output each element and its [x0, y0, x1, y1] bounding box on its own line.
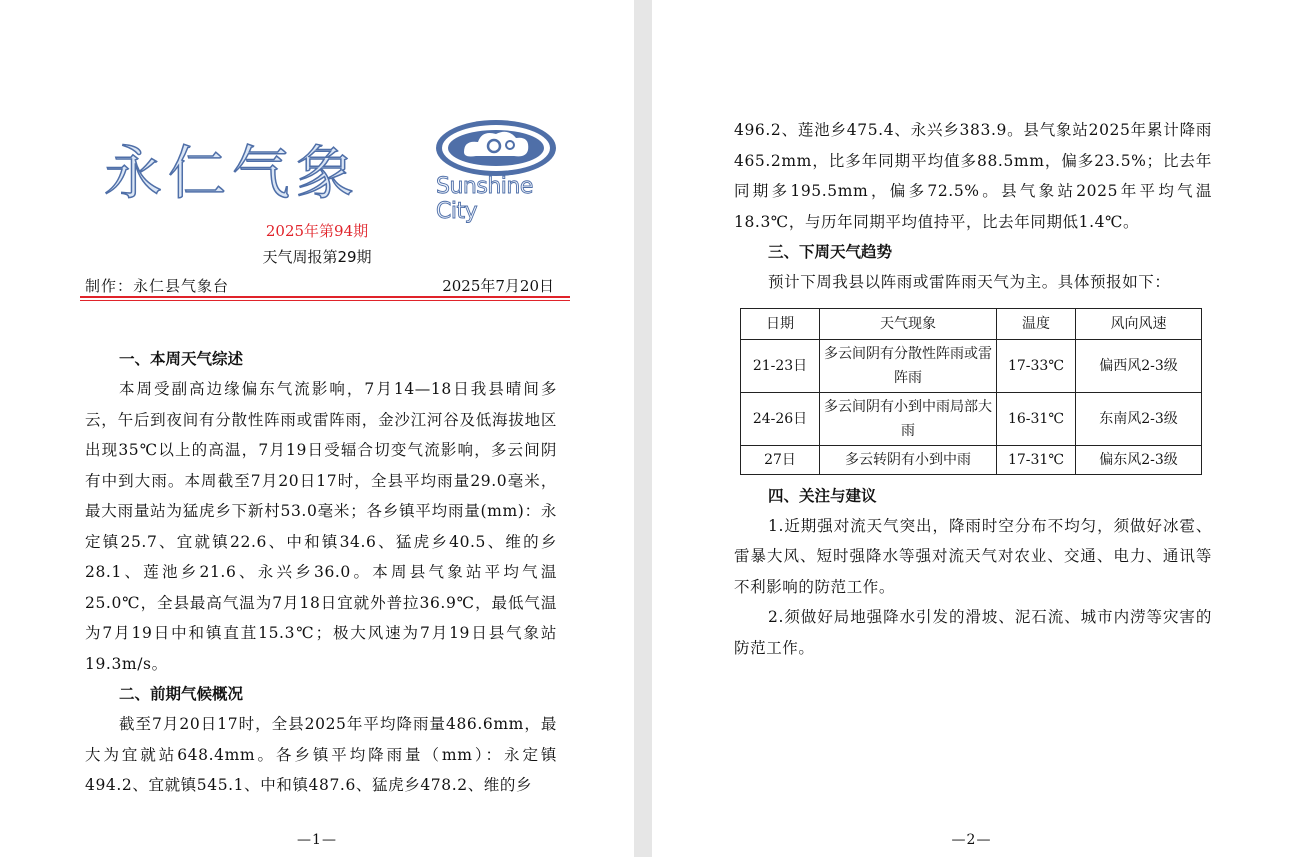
cell-temperature: 16-31℃ [997, 392, 1076, 445]
table-header-row [741, 308, 1202, 339]
publisher-label: 制作：永仁县气象台 [85, 277, 230, 295]
cell-date: 24-26日 [741, 392, 820, 445]
cell-temperature: 17-33℃ [997, 339, 1076, 392]
cell-date: 21-23日 [741, 339, 820, 392]
issue-number: 2025年第94期 [265, 222, 369, 240]
page-number: —1— [297, 832, 337, 848]
paragraph-continuation: 496.2、莲池乡475.4、永兴乡383.9。县气象站2025年累计降雨465.2mm，比多年同期平均值多88.5mm，偏多23.5%；比去年同期多195.5mm，偏多72.5%。县气象站2025年平均气温18.3℃，与历年同期平均值持平，比去年同期低1.4℃。 [734, 121, 1212, 231]
column-header-wind: 风向风速 [1076, 308, 1202, 339]
table-row [741, 445, 1202, 474]
section-heading: 三、下周天气趋势 [768, 243, 893, 261]
section-heading: 二、前期气候概况 [119, 685, 244, 703]
section-heading: 四、关注与建议 [768, 486, 877, 505]
cloud-emblem-icon [434, 118, 558, 178]
forecast-table [740, 308, 1202, 475]
cell-date: 27日 [741, 445, 820, 474]
report-subtitle: 天气周报第29期 [262, 248, 372, 266]
page-number: —2— [951, 832, 992, 848]
cell-wind: 东南风2-3级 [1076, 392, 1202, 445]
paragraph: 截至7月20日17时，全县2025年平均降雨量486.6mm，最大为宜就站648.4mm。各乡镇平均降雨量（mm）：永定镇494.2、宜就镇545.1、中和镇487.6、猛虎乡478.2、维的乡 [85, 715, 557, 794]
logo-text: 永仁气象 [104, 139, 361, 207]
cell-weather: 多云转阴有小到中雨 [820, 445, 997, 474]
masthead-rule-thick [80, 296, 570, 298]
document-page-2 [652, 0, 1291, 857]
section-heading: 一、本周天气综述 [119, 350, 244, 368]
paragraph: 本周受副高边缘偏东气流影响，7月14—18日我县晴间多云，午后到夜间有分散性阵雨或雷阵雨，金沙江河谷及低海拔地区出现35℃以上的高温，7月19日受辐合切变气流影响，多云间阴有中到大雨。本周截至7月20日17时，全县平均雨量29.0毫米，最大雨量站为猛虎乡下新村53.0毫米；各乡镇平均雨量(mm)：永定镇25.7、宜就镇22.6、中和镇34.6、猛虎乡40.5、维的乡28.1、莲池乡21.6、永兴乡36.0。本周县气象站平均气温25.0℃，全县最高气温为7月18日宜就外普拉36.9℃，最低气温为7月19日中和镇直苴15.3℃；极大风速为7月19日县气象站19.3m/s。 [85, 380, 557, 673]
cell-weather: 多云间阴有分散性阵雨或雷阵雨 [820, 339, 997, 392]
table-row [741, 339, 1202, 392]
column-header-temperature: 温度 [997, 308, 1076, 339]
logo-caption: Sunshine City [436, 174, 533, 224]
cell-weather: 多云间阴有小到中雨局部大雨 [820, 392, 997, 445]
cell-wind: 偏西风2-3级 [1076, 339, 1202, 392]
masthead-logo [100, 118, 570, 224]
forecast-intro: 预计下周我县以阵雨或雷阵雨天气为主。具体预报如下： [768, 273, 1171, 291]
document-page-1 [0, 0, 634, 857]
advice-item: 1.近期强对流天气突出，降雨时空分布不均匀，须做好冰雹、雷暴大风、短时强降水等强对流天气对农业、交通、电力、通讯等不利影响的防范工作。 [734, 516, 1212, 596]
advice-item: 2.须做好局地强降水引发的滑坡、泥石流、城市内涝等灾害的防范工作。 [734, 608, 1212, 657]
publish-date: 2025年7月20日 [442, 277, 554, 295]
page1-body [85, 344, 557, 801]
cell-wind: 偏东风2-3级 [1076, 445, 1202, 474]
cell-temperature: 17-31℃ [997, 445, 1076, 474]
table-row [741, 392, 1202, 445]
column-header-date: 日期 [741, 308, 820, 339]
column-header-weather: 天气现象 [820, 308, 997, 339]
page2-body [734, 115, 1212, 663]
masthead-rule-thin [80, 300, 570, 301]
